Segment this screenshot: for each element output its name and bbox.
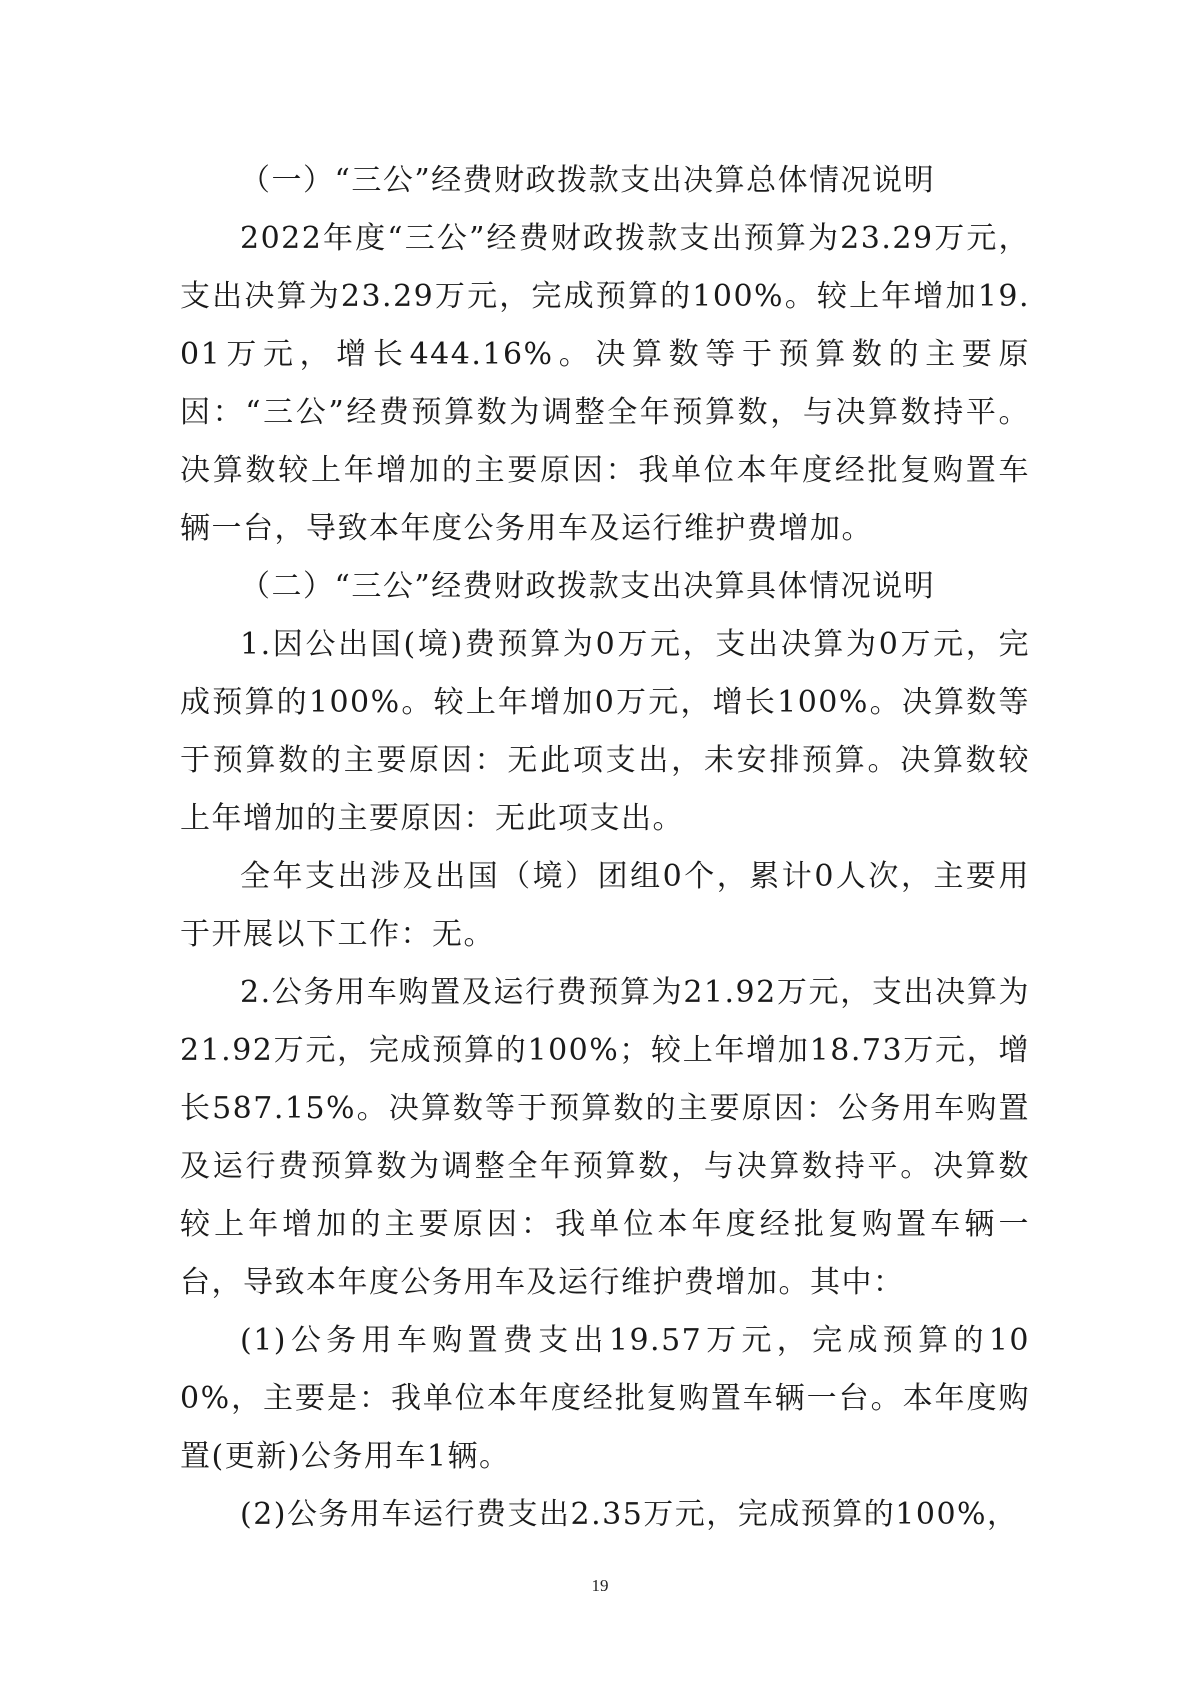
paragraph-vehicle-total: 2.公务用车购置及运行费预算为21.92万元，支出决算为21.92万元，完成预算的100%；较上年增加18.73万元，增长587.15%。决算数等于预算数的主要原因：公务用车购置及运行费预算数为调整全年预算数，与决算数持平。决算数较上年增加的主要原因：我单位本年度经批复购置车辆一台，导致本年度公务用车及运行维护费增加。其中： xyxy=(180,975,1030,1300)
section-heading-overall: （一）“三公”经费财政拨款支出决算总体情况说明 xyxy=(240,163,936,198)
paragraph-vehicle-operation: (2)公务用车运行费支出2.35万元，完成预算的100%， xyxy=(240,1497,1019,1532)
paragraph-vehicle-purchase: (1)公务用车购置费支出19.57万元，完成预算的100%，主要是：我单位本年度经批复购置车辆一台。本年度购置(更新)公务用车1辆。 xyxy=(180,1323,1030,1474)
paragraph-overseas-groups: 全年支出涉及出国（境）团组0个，累计0人次，主要用于开展以下工作：无。 xyxy=(180,859,1030,952)
page-number: 19 xyxy=(591,1576,609,1595)
paragraph-overseas-travel: 1.因公出国(境)费预算为0万元，支出决算为0万元，完成预算的100%。较上年增加0万元，增长100%。决算数等于预算数的主要原因：无此项支出，未安排预算。决算数较上年增加的主要原因：无此项支出。 xyxy=(180,627,1030,836)
document-page xyxy=(180,152,1030,1544)
paragraph-overall: 2022年度“三公”经费财政拨款支出预算为23.29万元，支出决算为23.29万元，完成预算的100%。较上年增加19.01万元，增长444.16%。决算数等于预算数的主要原因：“三公”经费预算数为调整全年预算数，与决算数持平。决算数较上年增加的主要原因：我单位本年度经批复购置车辆一台，导致本年度公务用车及运行维护费增加。 xyxy=(180,221,1030,546)
section-heading-detail: （二）“三公”经费财政拨款支出决算具体情况说明 xyxy=(240,569,936,604)
